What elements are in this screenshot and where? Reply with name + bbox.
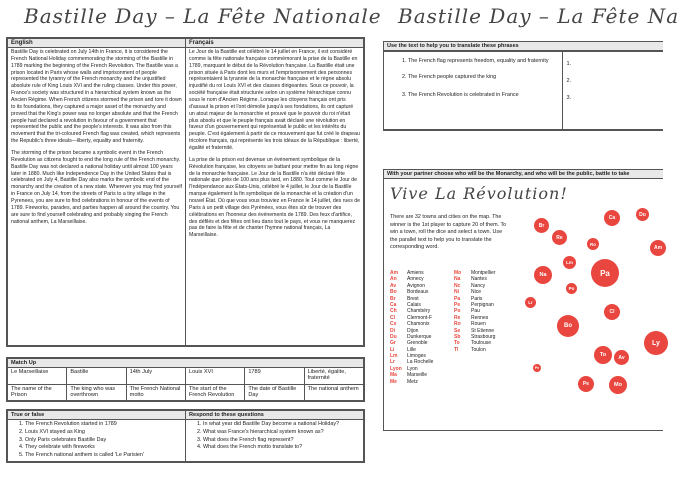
city-row: Gr Grenoble xyxy=(390,340,428,347)
city-row: Di Dijon xyxy=(390,327,419,334)
city-row: Bo Bordeaux xyxy=(390,289,429,296)
match-cell[interactable]: Le Marseillaise xyxy=(8,368,67,385)
city-row: Me Metz xyxy=(390,378,418,385)
match-cell[interactable]: Louis XVI xyxy=(185,368,244,385)
city-circle-av[interactable]: Av xyxy=(614,350,629,365)
translate-phrase: 1. The French flag represents freedom, equality and fraternity xyxy=(408,58,558,66)
city-circle-pe2[interactable]: Pe xyxy=(578,376,594,392)
translate-phrase-cell xyxy=(384,52,562,130)
true-false-item: 4. They celebrate with fireworks xyxy=(25,444,182,452)
city-row: Ni Nice xyxy=(454,289,482,296)
france-map xyxy=(512,200,664,432)
french-paragraph-2: La prise de la prison est devenue un événement symbolique de la Révolution française, les citoyens se battant pour mettre fin au long règne de la monarchie française. Le Jour de la Bastille n'a été déclaré fête nationale que près de 100 ans plus tard, en 1880. Tout comme le Jour de l'Indépendance aux États-Unis, célébré le 4 juillet, le Jour de la Bastille marque également la fin symbolique de la monarchie et la création d'un nouvel État. Où que vous vous trouviez en France le 14 juillet, des rues de Paris à un petit village des Pyrénées, vous êtes sûr de trouver des célébrations en l'honneur des événements de 1789. Des feux d'artifice, des défilés et des fêtes ont lieu dans tout le pays, et vous ne manquerez pas de faire la fête et de chanter l'hymne national français, La Marseillaise. xyxy=(189,156,360,239)
translate-answer-cell[interactable] xyxy=(562,52,663,130)
city-row: Lr La Rochelle xyxy=(390,359,434,366)
city-circle-to[interactable]: To xyxy=(594,346,612,364)
match-cell[interactable]: The national anthem xyxy=(304,384,363,401)
match-cell[interactable]: The date of Bastille Day xyxy=(245,384,304,401)
city-row: Li Lille xyxy=(390,346,416,353)
question-item: 2. What was France's hierarchical system known as? xyxy=(203,429,360,437)
translate-phrase: 3. The French Revolution is celebrated in France xyxy=(408,92,558,100)
city-row: Ro Rouen xyxy=(454,321,486,328)
city-circle-br[interactable]: Br xyxy=(534,218,549,233)
city-row: Br Brest xyxy=(390,295,419,302)
city-list-col2 xyxy=(454,270,495,353)
city-circle-bo[interactable]: Bo xyxy=(557,315,579,337)
game-instructions: There are 32 towns and cities on the map. The winner is the 1st player to capture 20 of them. To win a town, roll the dice and select a town. Use the parallel text to help you to translate the corresponding word. xyxy=(390,214,507,251)
match-up-table xyxy=(6,357,365,402)
city-row: Cx Chamonix xyxy=(390,321,430,328)
city-row: Am Amiens xyxy=(390,270,424,276)
translate-table xyxy=(383,41,663,131)
city-circle-lm[interactable]: Lm xyxy=(563,256,576,269)
answer-number: 2. xyxy=(566,78,572,84)
left-page-title: Bastille Day – La Fête Nationale xyxy=(24,4,382,28)
french-header: Français xyxy=(186,39,364,48)
city-circle-lr[interactable]: Lr xyxy=(525,297,536,308)
city-row: Se St Etienne xyxy=(454,327,495,334)
true-false-list xyxy=(8,420,186,462)
match-cell[interactable]: The name of the Prison xyxy=(8,384,67,401)
city-row: Ma Marseille xyxy=(390,372,428,379)
question-item: 1. In what year did Bastille Day become a national Holiday? xyxy=(203,421,360,429)
true-false-item: 1. The French Revolution started in 1789 xyxy=(25,421,182,429)
city-circle-pa[interactable]: Pa xyxy=(591,259,619,287)
question-item: 3. What does the French flag represent? xyxy=(203,437,360,445)
city-circle-ca[interactable]: Ca xyxy=(604,210,620,226)
city-circle-pe[interactable]: Pe xyxy=(534,366,540,370)
game-header: With your partner choose who will be the Monarchy, and who will be the public, battle to take xyxy=(384,170,663,179)
match-cell[interactable]: 14th July xyxy=(126,368,185,385)
match-cell[interactable]: The king who was overthrown xyxy=(67,384,126,401)
english-header: English xyxy=(8,39,186,48)
city-circle-ro[interactable]: Ro xyxy=(587,238,599,250)
city-row: Na Nantes xyxy=(454,276,487,283)
city-row: Du Dunkerque xyxy=(390,333,432,340)
answer-number: 3. xyxy=(566,95,572,101)
match-cell[interactable]: Bastille xyxy=(67,368,126,385)
city-row: Re Rennes xyxy=(454,314,489,321)
english-paragraph-2: The storming of the prison became a symbolic event in the French Revolution as citizens fought to end the long rule of the French monarchy. Bastille Day was not declared a national holiday until almost 100 years later in 1880. Much like Independence Day in the United States that is celebrated on July 4, Bastille Day also marks the symbolic end of the monarchy and the creation of a new state. Wherever you may find yourself in France on July 14, from the streets of Paris to a tiny village in the Pyrenees, you are sure to find celebrations in honour of the events of 1789. Fireworks, parades, and parties happen all around the country. You are sure to find yourself celebrating and probably singing the French national anthem, La Marseillaise. xyxy=(11,150,182,225)
questions-list xyxy=(186,420,364,462)
english-text xyxy=(8,48,186,346)
match-cell[interactable]: 1789 xyxy=(245,368,304,385)
answer-number: 1. xyxy=(566,61,572,67)
city-row: An Annecy xyxy=(390,276,424,283)
parallel-text-table xyxy=(6,37,365,347)
true-false-item: 5. The French national anthem is called 'Le Parisien' xyxy=(25,452,182,460)
city-row: Av Avignon xyxy=(390,282,425,289)
city-list-col1 xyxy=(390,270,433,385)
city-row: Pe Perpignan xyxy=(454,301,494,308)
match-cell[interactable]: Liberté, égalite, fraternité xyxy=(304,368,363,385)
city-row: Mo Montpellier xyxy=(454,270,496,276)
english-paragraph-1: Bastille Day is celebrated on July 14th in France, it is considered the French National Holiday commemorating the storming of the Bastille in 1789 marking the beginning of the French Revolution. The Bastille was a prison located in Paris whose walls and imprisonment of people represented the tyranny of the French monarchy and the unjustified absolute rule of King Louis XVI and the ruling classes. Under this power, France's society was structured in a hierarchical system known as the Ancien Régime. When French citizens stormed the prison and tore it down to its foundations, they captured a major asset of the monarchy and proved that the King's power was no longer absolute and that the French people had declared a revolution in favour of a government that represented the public and the people's interests. It was also from this movement that the tri-coloured French flag was created, which represents the Republic's three ideals—liberty, equality and fraternity. xyxy=(11,49,182,145)
city-row: Pa Paris xyxy=(454,295,483,302)
true-false-and-questions-table xyxy=(6,409,365,463)
translate-header: Use the text to help you to translate these phrases xyxy=(384,42,663,51)
game-title: Vive La Révolution! xyxy=(390,184,568,203)
questions-header: Respond to these questions xyxy=(186,411,364,420)
city-row: Tl Toulon xyxy=(454,346,486,353)
true-false-item: 3. Only Paris celebrates Bastille Day xyxy=(25,437,182,445)
french-text xyxy=(186,48,364,346)
true-false-item: 2. Louis XVI stayed as King xyxy=(25,429,182,437)
french-paragraph-1: Le Jour de la Bastille est célébré le 14 juillet en France, il est considéré comme la fête nationale française commémorant la prise de la Bastille en 1789, marquant le début de la Révolution française. La Bastille était une prison située à Paris dont les murs et l'emprisonnement des personnes représentaient la tyrannie de la monarchie française et le règne absolu injustifié du roi Louis XVI et des classes dirigeantes. Sous ce pouvoir, la société française était structurée selon un système hiérarchique connu sous le nom d'Ancien Régime. Lorsque les citoyens français ont pris d'assaut la prison et l'ont démolie jusqu'à ses fondations, ils ont capturé un atout majeur de la monarchie et prouvé que le pouvoir du roi n'était plus absolu et que le peuple français avait déclaré une révolution en faveur d'un gouvernement qui représentait le public et les intérêts du peuple. C'est également à partir de ce mouvement que fut créé le drapeau tricolore français, qui représente les trois idéaux de la République : liberté, égalité et fraternité. xyxy=(189,49,360,152)
city-row: Lm Limoges xyxy=(390,353,426,360)
city-circle-am[interactable]: Am xyxy=(650,240,666,256)
city-circle-du[interactable]: Du xyxy=(636,208,649,221)
match-cell[interactable]: The French National motto xyxy=(126,384,185,401)
city-row: Lyon Lyon xyxy=(390,365,418,372)
city-circle-cl[interactable]: Cl xyxy=(604,304,620,320)
city-circle-na[interactable]: Na xyxy=(534,266,552,284)
city-row: Ch Chambéry xyxy=(390,308,431,315)
match-up-header: Match Up xyxy=(8,359,364,368)
revolution-game xyxy=(383,169,663,431)
translate-phrase: 2. The French people captured the king xyxy=(408,74,558,82)
city-row: Sb Strasbourg xyxy=(454,333,496,340)
right-page-title: Bastille Day – La Fête Na xyxy=(398,4,679,28)
city-row: To Toulouse xyxy=(454,340,492,347)
city-row: Ca Calais xyxy=(390,301,421,308)
match-cell[interactable]: The start of the French Revolution xyxy=(185,384,244,401)
city-circle-ly[interactable]: Ly xyxy=(644,331,668,355)
true-false-header: True or false xyxy=(8,411,186,420)
city-row: Cl Clermont-F xyxy=(390,314,433,321)
question-item: 4. What does the French motto translate to? xyxy=(203,444,360,452)
city-circle-po[interactable]: Po xyxy=(566,283,577,294)
city-row: Po Pau xyxy=(454,308,480,315)
city-circle-re[interactable]: Re xyxy=(552,230,567,245)
city-circle-mo[interactable]: Mo xyxy=(609,376,627,394)
city-row: Nc Nancy xyxy=(454,282,486,289)
